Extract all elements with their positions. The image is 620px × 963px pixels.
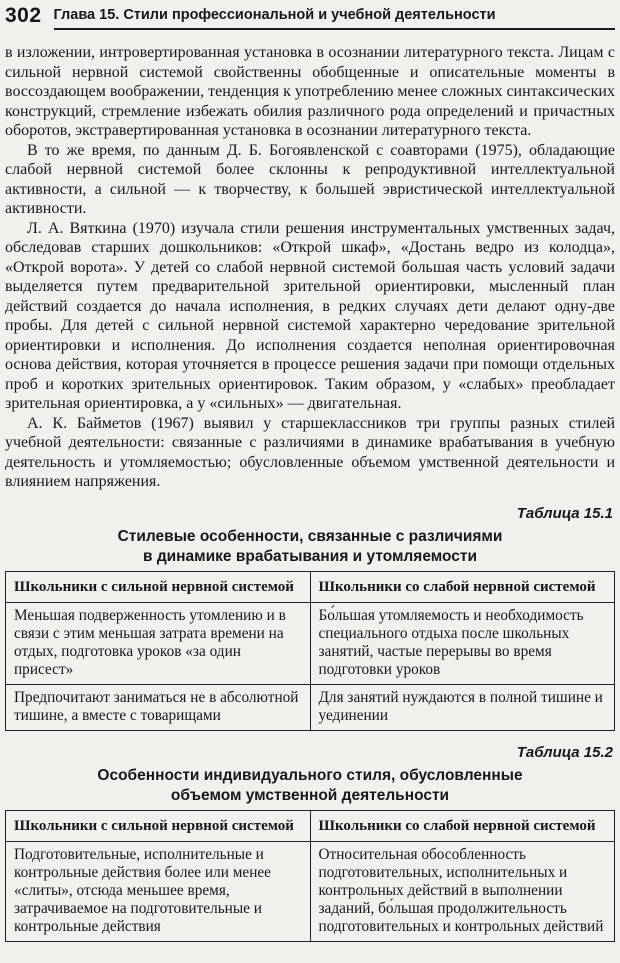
table-title-line: Стилевые особенности, связанные с различиями <box>117 527 503 545</box>
table-cell: Для занятий нуждаются в полной тишине и уединении <box>310 684 615 730</box>
table-cell: Подготовительные, исполнительные и контрольные действия более или менее «слиты», отсюда меньшее время, затрачиваемое на подготовительные и контрольные действия <box>6 841 311 941</box>
table-row <box>6 684 615 730</box>
table-header-cell: Школьники с сильной нервной системой <box>6 810 311 841</box>
table-15-1 <box>5 571 615 731</box>
table-title-line: объемом умственной деятельности <box>170 786 450 804</box>
table-header-cell: Школьники со слабой нервной системой <box>310 810 615 841</box>
table-15-2 <box>5 810 615 942</box>
table-cell: Относительная обособленность подготовительных, исполнительных и контрольных действий в выполнении заданий, бо́льшая продолжительность подготовительных и контрольных действий <box>310 841 615 941</box>
paragraph: в изложении, интровертированная установка в осознании литературного текста. Лицам с сильной нервной системой свойственны обобщенные и описательные моменты в воссоздающем воображении, тенденция к употреблению менее сложных синтаксических конструкций, стремление избежать обилия различного рода определений и причастных оборотов, экстравертированная установка в осознании литературного текста. <box>5 44 615 139</box>
paragraph: А. К. Байметов (1967) выявил у старшеклассников три группы разных стилей учебной деятельности: связанные с различиями в динамике врабатывания в учебную деятельность и утомляемостью; обусловленные объемом умственной деятельности и влиянием напряжения. <box>5 414 615 490</box>
table-header-row <box>6 810 615 841</box>
chapter-title: Глава 15. Стили профессиональной и учебной деятельности <box>53 7 496 23</box>
table-header-cell: Школьники со слабой нервной системой <box>310 571 615 602</box>
table-title-line: в динамике врабатывания и утомляемости <box>142 547 478 565</box>
table-title <box>5 766 615 806</box>
table-cell: Меньшая подверженность утомлению и в связи с этим меньшая затрата времени на отдых, подготовка уроков «за один присест» <box>6 602 311 684</box>
table-title-line: Особенности индивидуального стиля, обусловленные <box>97 766 523 784</box>
table-cell: Бо́льшая утомляемость и необходимость специального отдыха после школьных занятий, частые перерывы во время подготовки уроков <box>310 602 615 684</box>
table-header-cell: Школьники с сильной нервной системой <box>6 571 311 602</box>
table-header-row <box>6 571 615 602</box>
paragraph: Л. А. Вяткина (1970) изучала стили решения инструментальных умственных задач, обследовав старших дошкольников: «Открой шкаф», «Достань ведро из колодца», «Открой ворота». У детей со слабой нервной системой большая часть условий задачи выделяется путем предварительной зрительной ориентировки, мысленный план действий создается до начала исполнения, в редких случаях дети делают одну-две пробы. Для детей с сильной нервной системой характерно чередование зрительной ориентировки и исполнения. До исполнения создается неполная ориентировочная основа действия, которая уточняется в процессе решения задачи при помощи отдельных проб и коротких зрительных ориентировок. Таким образом, у «слабых» преобладает зрительная ориентировка, а у «сильных» — двигательная. <box>5 219 615 412</box>
page-number: 302 <box>5 4 42 27</box>
table-caption: Таблица 15.2 <box>516 743 613 761</box>
running-head-rule <box>54 7 615 30</box>
table-caption: Таблица 15.1 <box>516 504 613 522</box>
running-head <box>5 5 615 30</box>
table-cell: Предпочитают заниматься не в абсолютной тишине, а вместе с товарищами <box>6 684 311 730</box>
table-row <box>6 602 615 684</box>
paragraph: В то же время, по данным Д. Б. Богоявленской с соавторами (1975), обладающие слабой нервной системой более склонны к репродуктивной интеллектуальной активности, а сильной — к творчеству, к большей эвристической интеллектуальной активности. <box>5 141 615 217</box>
table-row <box>6 841 615 941</box>
table-title <box>5 527 615 567</box>
body-text <box>5 43 615 492</box>
